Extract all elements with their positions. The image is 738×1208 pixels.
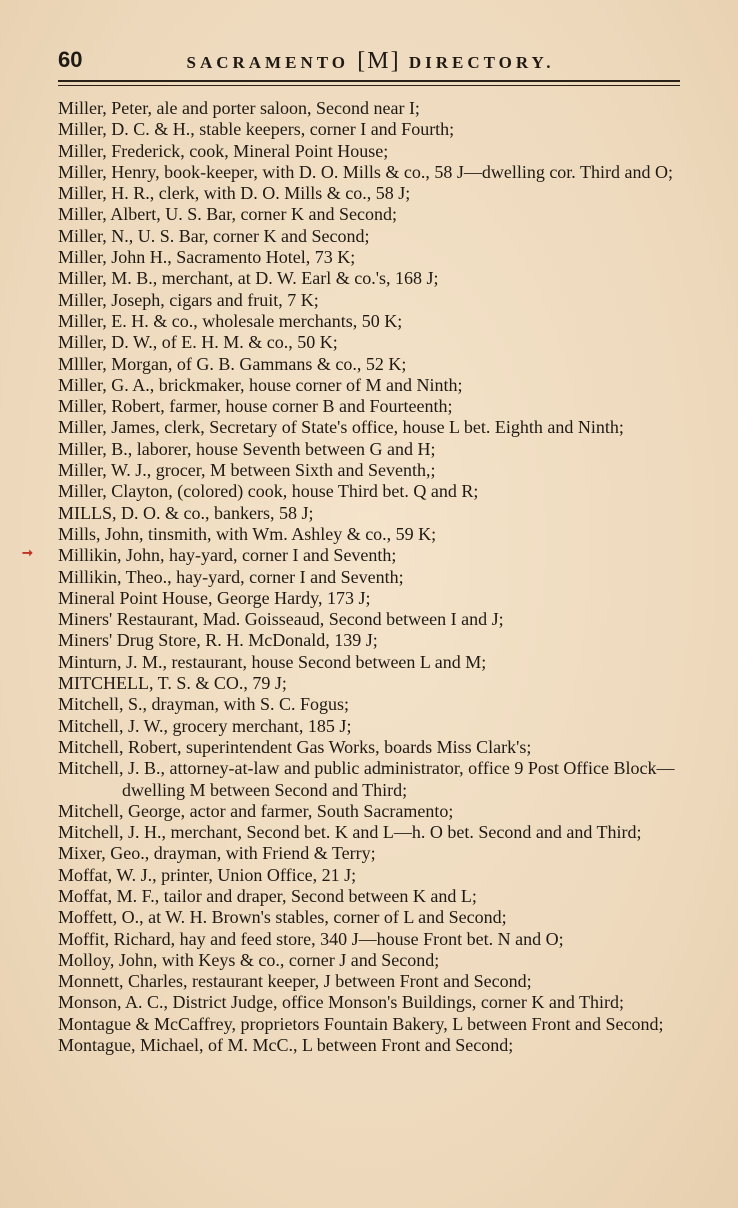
- page-header: [58, 44, 683, 78]
- directory-entry: Mlller, Morgan, of G. B. Gammans & co., 52 K;: [58, 353, 407, 374]
- directory-entries: [58, 98, 690, 1056]
- directory-entry: Montague, Michael, of M. McC., L between Front and Second;: [58, 1035, 514, 1056]
- directory-entry: Miller, D. C. & H., stable keepers, corner I and Fourth;: [58, 119, 455, 140]
- directory-entry: Mitchell, J. H., merchant, Second bet. K and L—h. O bet. Second and and Third;: [58, 822, 642, 843]
- header-rule-thin: [58, 85, 680, 86]
- directory-entry: Moffett, O., at W. H. Brown's stables, corner of L and Second;: [58, 907, 507, 928]
- directory-entry: Miller, H. R., clerk, with D. O. Mills & co., 58 J;: [58, 183, 411, 204]
- directory-entry: Moffat, W. J., printer, Union Office, 21 J;: [58, 864, 357, 885]
- directory-entry: Miller, Peter, ale and porter saloon, Second near I;: [58, 98, 420, 118]
- header-rule-thick: [58, 80, 680, 82]
- directory-entry: Millikin, Theo., hay-yard, corner I and Seventh;: [58, 566, 404, 587]
- directory-entry: Monson, A. C., District Judge, office Monson's Buildings, corner K and Third;: [58, 992, 625, 1013]
- directory-entry: Miller, Albert, U. S. Bar, corner K and Second;: [58, 204, 397, 225]
- directory-entry: Miller, Robert, farmer, house corner B and Fourteenth;: [58, 396, 453, 417]
- directory-entry: Millikin, John, hay-yard, corner I and Seventh;: [58, 545, 397, 566]
- directory-entry: Montague & McCaffrey, proprietors Fountain Bakery, L between Front and Second;: [58, 1013, 664, 1034]
- directory-entry: Minturn, J. M., restaurant, house Second between L and M;: [58, 651, 487, 672]
- directory-entry: Mitchell, J. B., attorney-at-law and public administrator, office 9 Post Office Block—dwelling M between Second and Third;: [58, 758, 675, 800]
- running-head-left: SACRAMENTO: [186, 53, 349, 72]
- directory-entry: Miller, D. W., of E. H. M. & co., 50 K;: [58, 332, 338, 353]
- directory-entry: Mitchell, Robert, superintendent Gas Works, boards Miss Clark's;: [58, 736, 532, 757]
- directory-entry: Miller, B., laborer, house Seventh between G and H;: [58, 438, 436, 459]
- directory-entry: Miller, John H., Sacramento Hotel, 73 K;: [58, 247, 356, 268]
- directory-entry: Mineral Point House, George Hardy, 173 J;: [58, 587, 371, 608]
- directory-entry: Miller, G. A., brickmaker, house corner of M and Ninth;: [58, 374, 463, 395]
- directory-entry: Mixer, Geo., drayman, with Friend & Terry;: [58, 843, 376, 864]
- directory-entry: Miller, James, clerk, Secretary of State's office, house L bet. Eighth and Ninth;: [58, 417, 624, 438]
- directory-entry: Molloy, John, with Keys & co., corner J and Second;: [58, 949, 440, 970]
- directory-entry: Mills, John, tinsmith, with Wm. Ashley & co., 59 K;: [58, 523, 437, 544]
- directory-entry: Miller, Frederick, cook, Mineral Point House;: [58, 140, 389, 161]
- directory-entry: Miller, N., U. S. Bar, corner K and Second;: [58, 225, 370, 246]
- directory-entry: Mitchell, S., drayman, with S. C. Fogus;: [58, 694, 350, 715]
- running-head-letter: [M]: [357, 48, 401, 74]
- directory-entry: Moffat, M. F., tailor and draper, Second between K and L;: [58, 885, 477, 906]
- directory-entry: Miners' Drug Store, R. H. McDonald, 139 J;: [58, 630, 378, 651]
- running-head: [158, 48, 583, 75]
- directory-entry: MILLS, D. O. & co., bankers, 58 J;: [58, 502, 314, 523]
- directory-entry: Moffit, Richard, hay and feed store, 340 J—house Front bet. N and O;: [58, 928, 564, 949]
- directory-entry: Miller, W. J., grocer, M between Sixth and Seventh,;: [58, 460, 436, 481]
- directory-entry: Miners' Restaurant, Mad. Goisseaud, Second between I and J;: [58, 609, 504, 630]
- directory-entry: Miller, Joseph, cigars and fruit, 7 K;: [58, 289, 319, 310]
- directory-entry: Miller, Henry, book-keeper, with D. O. Mills & co., 58 J—dwelling cor. Third and O;: [58, 161, 673, 182]
- directory-entry: Miller, Clayton, (colored) cook, house Third bet. Q and R;: [58, 481, 479, 502]
- directory-entry: Monnett, Charles, restaurant keeper, J between Front and Second;: [58, 971, 532, 992]
- directory-entry: MITCHELL, T. S. & CO., 79 J;: [58, 673, 287, 694]
- page-number: 60: [58, 47, 83, 72]
- margin-arrow-mark: ➞: [22, 545, 33, 560]
- directory-entry: Miller, E. H. & co., wholesale merchants, 50 K;: [58, 310, 403, 331]
- running-head-right: DIRECTORY.: [408, 53, 555, 72]
- directory-entry: Miller, M. B., merchant, at D. W. Earl & co.'s, 168 J;: [58, 268, 439, 289]
- directory-entry: Mitchell, George, actor and farmer, South Sacramento;: [58, 800, 454, 821]
- directory-entry: Mitchell, J. W., grocery merchant, 185 J;: [58, 715, 352, 736]
